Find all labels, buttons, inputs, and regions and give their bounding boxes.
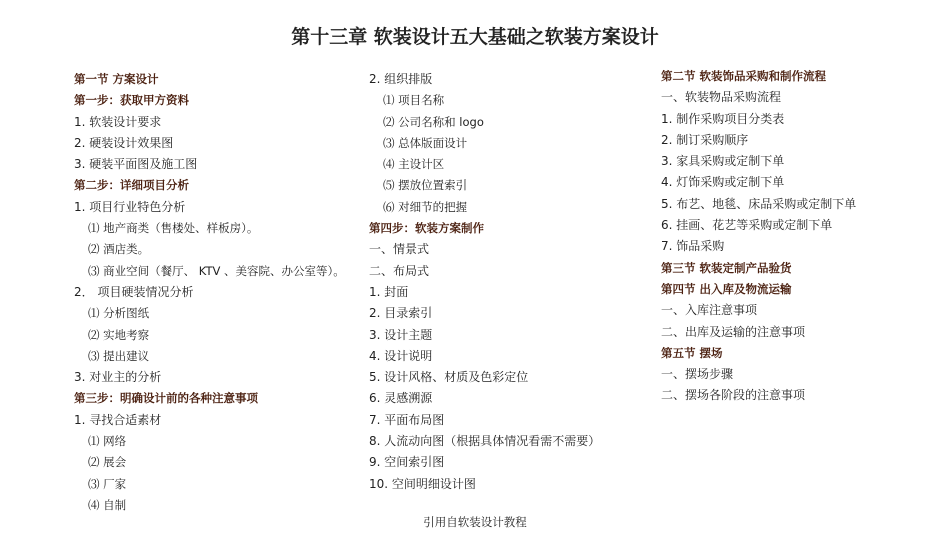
list-item: ⑵ 实地考察 xyxy=(88,327,150,342)
list-item: 7. 平面布局图 xyxy=(369,412,445,427)
section-heading: 第二步：详细项目分析 xyxy=(74,178,189,193)
list-item: 二、出库及运输的注意事项 xyxy=(661,324,806,339)
list-item: 1. 寻找合适素材 xyxy=(74,412,162,427)
list-item: 2. 目录索引 xyxy=(369,306,433,321)
list-item: ⑶ 商业空间（餐厅、 KTV 、美容院、办公室等）。 xyxy=(88,263,345,278)
list-item: ⑷ 自制 xyxy=(88,497,127,512)
list-item: ⑹ 对细节的把握 xyxy=(383,199,468,214)
section-heading: 第四步：软装方案制作 xyxy=(369,221,484,236)
section-heading: 第三节 软装定制产品验货 xyxy=(661,260,792,275)
list-item: ⑴ 分析图纸 xyxy=(88,306,150,321)
list-item: 1. 软装设计要求 xyxy=(74,114,162,129)
column-middle xyxy=(369,69,654,495)
list-item: 1. 封面 xyxy=(369,284,409,299)
list-item: 一、摆场步骤 xyxy=(661,367,734,382)
section-heading: 第一步：获取甲方资料 xyxy=(74,93,189,108)
list-item: 4. 灯饰采购或定制下单 xyxy=(661,175,785,190)
list-item: ⑵ 展会 xyxy=(88,455,127,470)
list-item: 3. 家具采购或定制下单 xyxy=(661,154,785,169)
list-item: ⑶ 提出建议 xyxy=(88,348,150,363)
list-item: 5. 布艺、地毯、床品采购或定制下单 xyxy=(661,196,857,211)
section-heading: 第三步：明确设计前的各种注意事项 xyxy=(74,391,258,406)
list-item: ⑴ 项目名称 xyxy=(383,93,445,108)
column-left xyxy=(74,69,364,516)
list-item: ⑷ 主设计区 xyxy=(383,157,445,172)
list-item: ⑵ 公司名称和 logo xyxy=(383,114,484,129)
list-item: ⑶ 厂家 xyxy=(88,476,127,491)
list-item: 9. 空间索引图 xyxy=(369,455,445,470)
list-item: 2. 组织排版 xyxy=(369,72,433,86)
list-item: ⑶ 总体版面设计 xyxy=(383,135,468,150)
section-heading: 第四节 出入库及物流运输 xyxy=(661,281,792,296)
list-item: 二、布局式 xyxy=(369,263,430,278)
list-item: 2． 项目硬装情况分析 xyxy=(74,284,194,299)
list-item: 3. 设计主题 xyxy=(369,327,433,342)
list-item: 一、入库注意事项 xyxy=(661,303,758,318)
list-item: ⑴ 地产商类（售楼处、样板房）。 xyxy=(88,221,259,236)
list-item: ⑸ 摆放位置索引 xyxy=(383,178,468,193)
list-item: 6. 挂画、花艺等采购或定制下单 xyxy=(661,218,833,233)
list-item: 4. 设计说明 xyxy=(369,348,433,363)
list-item: 1. 项目行业特色分析 xyxy=(74,199,186,214)
column-right xyxy=(661,66,946,407)
list-item: 一、软装物品采购流程 xyxy=(661,90,782,105)
list-item: 3. 硬装平面图及施工图 xyxy=(74,157,198,172)
list-item: 2. 制订采购顺序 xyxy=(661,132,749,147)
list-item: ⑴ 网络 xyxy=(88,434,127,449)
list-item: 6. 灵感溯源 xyxy=(369,391,433,406)
section-heading: 第二节 软装饰品采购和制作流程 xyxy=(661,69,827,83)
list-item: 1. 制作采购项目分类表 xyxy=(661,111,785,126)
list-item: 2. 硬装设计效果图 xyxy=(74,135,174,150)
section-heading: 第五节 摆场 xyxy=(661,345,723,360)
list-item: ⑵ 酒店类。 xyxy=(88,242,150,257)
list-item: 8. 人流动向图（根据具体情况看需不需要） xyxy=(369,434,601,449)
footer-caption: 引用自软装设计教程 xyxy=(423,515,527,529)
list-item: 3. 对业主的分析 xyxy=(74,370,162,385)
page-title: 第十三章 软装设计五大基础之软装方案设计 xyxy=(291,26,659,48)
list-item: 7. 饰品采购 xyxy=(661,239,725,254)
list-item: 5. 设计风格、材质及色彩定位 xyxy=(369,370,529,385)
list-item: 10. 空间明细设计图 xyxy=(369,476,476,491)
section-heading: 第一节 方案设计 xyxy=(74,72,159,86)
list-item: 二、摆场各阶段的注意事项 xyxy=(661,388,806,403)
list-item: 一、情景式 xyxy=(369,242,430,257)
